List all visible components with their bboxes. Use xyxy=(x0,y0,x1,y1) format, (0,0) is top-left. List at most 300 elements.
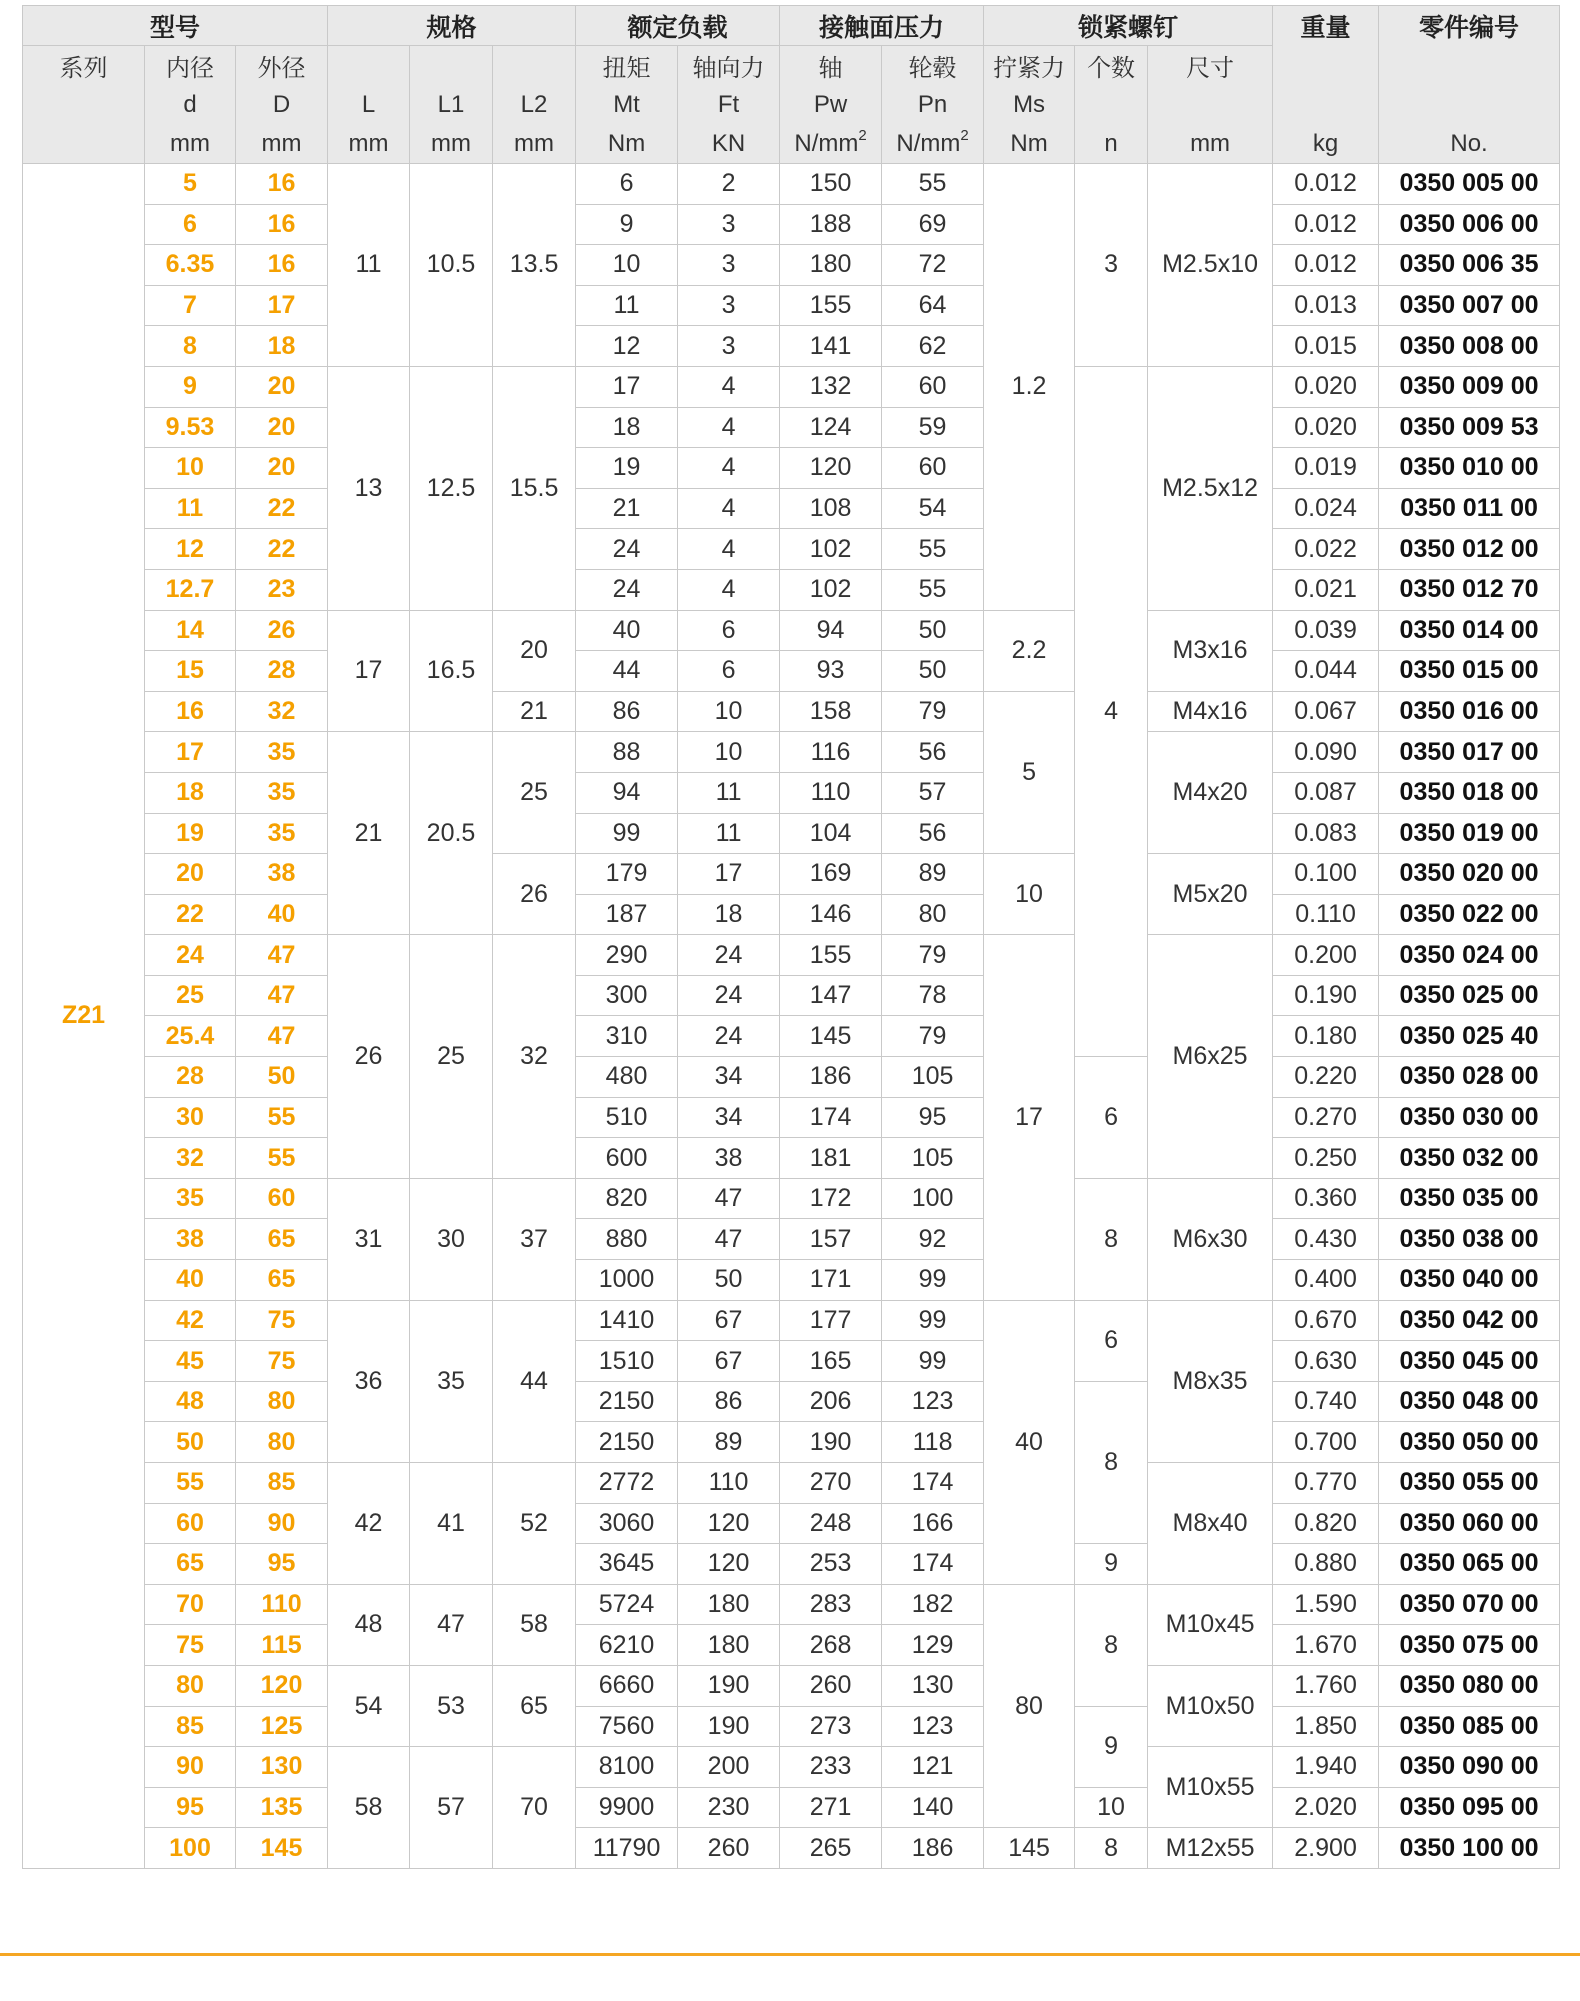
length-L1-cell: 41 xyxy=(410,1463,493,1585)
outer-dia-cell: 28 xyxy=(236,651,328,692)
axial-force-cell: 11 xyxy=(678,813,780,854)
pressure-group-header: 接触面压力 xyxy=(780,6,984,46)
inner-dia-cell: 20 xyxy=(145,854,236,895)
hub-pressure-cell: 57 xyxy=(882,772,984,813)
unit-mm: mm xyxy=(410,124,493,164)
weight-cell: 0.740 xyxy=(1273,1381,1379,1422)
weight-cell: 0.670 xyxy=(1273,1300,1379,1341)
torque-cell: 11 xyxy=(576,285,678,326)
outer-dia-cell: 23 xyxy=(236,569,328,610)
outer-dia-cell: 95 xyxy=(236,1544,328,1585)
length-L1-cell: 53 xyxy=(410,1665,493,1746)
torque-cell: 94 xyxy=(576,772,678,813)
torque-cell: 7560 xyxy=(576,1706,678,1747)
hub-pressure-cell: 54 xyxy=(882,488,984,529)
screw-count-cell: 4 xyxy=(1075,366,1148,1056)
hub-pressure-cell: 129 xyxy=(882,1625,984,1666)
hub-pressure-cell: 55 xyxy=(882,529,984,570)
inner-dia-cell: 25 xyxy=(145,975,236,1016)
shaft-pressure-cell: 102 xyxy=(780,569,882,610)
inner-dia-cell: 7 xyxy=(145,285,236,326)
axial-force-header: 轴向力 xyxy=(678,46,780,86)
shaft-pressure-cell: 180 xyxy=(780,245,882,286)
unit-mm: mm xyxy=(1148,124,1273,164)
weight-cell: 0.700 xyxy=(1273,1422,1379,1463)
part-number-cell: 0350 019 00 xyxy=(1379,813,1560,854)
table-row xyxy=(23,326,1560,367)
table-row xyxy=(23,529,1560,570)
tightening-torque-cell: 40 xyxy=(984,1300,1075,1584)
axial-force-cell: 4 xyxy=(678,366,780,407)
hub-pressure-cell: 92 xyxy=(882,1219,984,1260)
coupling-spec-table xyxy=(22,5,1560,1869)
hub-pressure-cell: 72 xyxy=(882,245,984,286)
outer-dia-cell: 135 xyxy=(236,1787,328,1828)
inner-dia-cell: 5 xyxy=(145,164,236,205)
part-number-cell: 0350 016 00 xyxy=(1379,691,1560,732)
hub-pressure-cell: 55 xyxy=(882,569,984,610)
weight-cell: 0.039 xyxy=(1273,610,1379,651)
unit-pressure-label: N/mm xyxy=(896,129,961,157)
part-number-cell: 0350 030 00 xyxy=(1379,1097,1560,1138)
inner-dia-cell: 50 xyxy=(145,1422,236,1463)
outer-dia-cell: 75 xyxy=(236,1341,328,1382)
hub-pressure-cell: 99 xyxy=(882,1300,984,1341)
length-L-cell: 48 xyxy=(328,1584,410,1665)
torque-cell: 99 xyxy=(576,813,678,854)
inner-dia-cell: 48 xyxy=(145,1381,236,1422)
shaft-pressure-cell: 120 xyxy=(780,448,882,489)
shaft-pressure-cell: 206 xyxy=(780,1381,882,1422)
torque-cell: 12 xyxy=(576,326,678,367)
outer-dia-cell: 110 xyxy=(236,1584,328,1625)
screw-size-cell: M6x30 xyxy=(1148,1178,1273,1300)
table-row xyxy=(23,1178,1560,1219)
count-header: 个数 xyxy=(1075,46,1148,86)
axial-force-cell: 67 xyxy=(678,1300,780,1341)
unit-pressure-label: N/mm xyxy=(794,129,859,157)
tightening-torque-cell: 2.2 xyxy=(984,610,1075,691)
table-row xyxy=(23,1463,1560,1504)
weight-cell: 1.590 xyxy=(1273,1584,1379,1625)
inner-dia-cell: 17 xyxy=(145,732,236,773)
weight-cell: 0.250 xyxy=(1273,1138,1379,1179)
inner-dia-cell: 14 xyxy=(145,610,236,651)
torque-cell: 1410 xyxy=(576,1300,678,1341)
axial-force-cell: 34 xyxy=(678,1057,780,1098)
Ft-symbol: Ft xyxy=(678,85,780,124)
weight-cell: 0.110 xyxy=(1273,894,1379,935)
shaft-pressure-cell: 169 xyxy=(780,854,882,895)
torque-cell: 8100 xyxy=(576,1747,678,1788)
unit-kn: KN xyxy=(678,124,780,164)
screw-size-cell: M2.5x10 xyxy=(1148,164,1273,367)
weight-cell: 0.190 xyxy=(1273,975,1379,1016)
unit-pressure xyxy=(882,124,984,164)
torque-cell: 88 xyxy=(576,732,678,773)
tightening-torque-cell: 10 xyxy=(984,854,1075,935)
screw-size-cell: M2.5x12 xyxy=(1148,366,1273,610)
outer-dia-cell: 47 xyxy=(236,1016,328,1057)
inner-dia-cell: 100 xyxy=(145,1828,236,1869)
length-L2-cell: 37 xyxy=(493,1178,576,1300)
length-L-cell: 54 xyxy=(328,1665,410,1746)
inner-dia-cell: 42 xyxy=(145,1300,236,1341)
shaft-pressure-cell: 146 xyxy=(780,894,882,935)
inner-dia-cell: 19 xyxy=(145,813,236,854)
inner-dia-cell: 24 xyxy=(145,935,236,976)
length-L2-cell: 15.5 xyxy=(493,366,576,610)
outer-dia-cell: 85 xyxy=(236,1463,328,1504)
table-row xyxy=(23,1138,1560,1179)
table-row xyxy=(23,813,1560,854)
torque-cell: 2772 xyxy=(576,1463,678,1504)
part-number-cell: 0350 006 35 xyxy=(1379,245,1560,286)
shaft-pressure-cell: 141 xyxy=(780,326,882,367)
weight-cell: 0.020 xyxy=(1273,407,1379,448)
inner-dia-header: 内径 xyxy=(145,46,236,86)
screw-count-cell: 6 xyxy=(1075,1300,1148,1381)
torque-cell: 510 xyxy=(576,1097,678,1138)
screw-group-header: 锁紧螺钉 xyxy=(984,6,1273,46)
axial-force-cell: 67 xyxy=(678,1341,780,1382)
model-group-header: 型号 xyxy=(23,6,328,46)
inner-dia-cell: 6.35 xyxy=(145,245,236,286)
weight-cell: 0.012 xyxy=(1273,245,1379,286)
torque-cell: 86 xyxy=(576,691,678,732)
length-L2-cell: 21 xyxy=(493,691,576,732)
D-symbol: D xyxy=(236,85,328,124)
outer-dia-cell: 55 xyxy=(236,1097,328,1138)
part-number-cell: 0350 007 00 xyxy=(1379,285,1560,326)
hub-pressure-cell: 69 xyxy=(882,204,984,245)
outer-dia-cell: 26 xyxy=(236,610,328,651)
part-number-cell: 0350 015 00 xyxy=(1379,651,1560,692)
hub-pressure-cell: 59 xyxy=(882,407,984,448)
length-L-cell: 17 xyxy=(328,610,410,732)
inner-dia-cell: 16 xyxy=(145,691,236,732)
screw-count-cell: 6 xyxy=(1075,1057,1148,1179)
table-row xyxy=(23,1544,1560,1585)
length-L1-cell: 12.5 xyxy=(410,366,493,610)
outer-dia-cell: 18 xyxy=(236,326,328,367)
table-row xyxy=(23,894,1560,935)
outer-dia-cell: 47 xyxy=(236,935,328,976)
axial-force-cell: 3 xyxy=(678,204,780,245)
weight-cell: 0.022 xyxy=(1273,529,1379,570)
part-number-cell: 0350 014 00 xyxy=(1379,610,1560,651)
weight-cell: 0.019 xyxy=(1273,448,1379,489)
torque-cell: 300 xyxy=(576,975,678,1016)
part-number-cell: 0350 017 00 xyxy=(1379,732,1560,773)
axial-force-cell: 190 xyxy=(678,1706,780,1747)
torque-cell: 10 xyxy=(576,245,678,286)
L1-symbol: L1 xyxy=(410,85,493,124)
shaft-pressure-cell: 104 xyxy=(780,813,882,854)
axial-force-cell: 4 xyxy=(678,569,780,610)
weight-cell: 0.013 xyxy=(1273,285,1379,326)
shaft-pressure-cell: 248 xyxy=(780,1503,882,1544)
part-number-cell: 0350 032 00 xyxy=(1379,1138,1560,1179)
inner-dia-cell: 60 xyxy=(145,1503,236,1544)
Pn-symbol: Pn xyxy=(882,85,984,124)
unit-mm: mm xyxy=(236,124,328,164)
inner-dia-cell: 30 xyxy=(145,1097,236,1138)
part-group-header: 零件编号 xyxy=(1379,6,1560,46)
part-number-cell: 0350 042 00 xyxy=(1379,1300,1560,1341)
hub-pressure-cell: 60 xyxy=(882,366,984,407)
length-L-cell: 58 xyxy=(328,1747,410,1869)
axial-force-cell: 4 xyxy=(678,448,780,489)
part-number-cell: 0350 100 00 xyxy=(1379,1828,1560,1869)
axial-force-cell: 86 xyxy=(678,1381,780,1422)
hub-pressure-cell: 79 xyxy=(882,691,984,732)
outer-dia-cell: 60 xyxy=(236,1178,328,1219)
table-row xyxy=(23,1706,1560,1747)
hub-pressure-cell: 121 xyxy=(882,1747,984,1788)
table-row xyxy=(23,935,1560,976)
length-L1-cell: 35 xyxy=(410,1300,493,1462)
part-number-cell: 0350 038 00 xyxy=(1379,1219,1560,1260)
hub-pressure-cell: 182 xyxy=(882,1584,984,1625)
part-number-cell: 0350 048 00 xyxy=(1379,1381,1560,1422)
part-number-cell: 0350 060 00 xyxy=(1379,1503,1560,1544)
table-row xyxy=(23,1381,1560,1422)
outer-dia-cell: 40 xyxy=(236,894,328,935)
weight-cell: 0.630 xyxy=(1273,1341,1379,1382)
outer-dia-cell: 55 xyxy=(236,1138,328,1179)
unit-mm: mm xyxy=(328,124,410,164)
screw-size-cell: M4x20 xyxy=(1148,732,1273,854)
axial-force-cell: 3 xyxy=(678,285,780,326)
length-L2-cell: 58 xyxy=(493,1584,576,1665)
screw-count-cell: 8 xyxy=(1075,1828,1148,1869)
part-number-cell: 0350 055 00 xyxy=(1379,1463,1560,1504)
length-L2-cell: 26 xyxy=(493,854,576,935)
length-L-cell: 31 xyxy=(328,1178,410,1300)
axial-force-cell: 10 xyxy=(678,732,780,773)
part-number-cell: 0350 025 40 xyxy=(1379,1016,1560,1057)
inner-dia-cell: 6 xyxy=(145,204,236,245)
unit-nm: Nm xyxy=(576,124,678,164)
length-L1-cell: 30 xyxy=(410,1178,493,1300)
length-L-cell: 13 xyxy=(328,366,410,610)
table-row xyxy=(23,1422,1560,1463)
table-row xyxy=(23,1219,1560,1260)
axial-force-cell: 38 xyxy=(678,1138,780,1179)
hub-pressure-cell: 79 xyxy=(882,935,984,976)
inner-dia-cell: 12.7 xyxy=(145,569,236,610)
axial-force-cell: 4 xyxy=(678,529,780,570)
axial-force-cell: 18 xyxy=(678,894,780,935)
hub-pressure-cell: 123 xyxy=(882,1706,984,1747)
torque-cell: 5724 xyxy=(576,1584,678,1625)
shaft-pressure-cell: 157 xyxy=(780,1219,882,1260)
inner-dia-cell: 28 xyxy=(145,1057,236,1098)
hub-pressure-cell: 55 xyxy=(882,164,984,205)
shaft-pressure-cell: 270 xyxy=(780,1463,882,1504)
inner-dia-cell: 9.53 xyxy=(145,407,236,448)
length-L2-cell: 13.5 xyxy=(493,164,576,367)
table-row xyxy=(23,366,1560,407)
hub-pressure-cell: 50 xyxy=(882,651,984,692)
torque-cell: 187 xyxy=(576,894,678,935)
shaft-pressure-cell: 102 xyxy=(780,529,882,570)
torque-cell: 480 xyxy=(576,1057,678,1098)
hub-pressure-cell: 130 xyxy=(882,1665,984,1706)
length-L-cell: 42 xyxy=(328,1463,410,1585)
outer-dia-cell: 65 xyxy=(236,1260,328,1301)
screw-size-cell: M8x35 xyxy=(1148,1300,1273,1462)
L2-symbol: L2 xyxy=(493,85,576,124)
inner-dia-cell: 55 xyxy=(145,1463,236,1504)
hub-pressure-cell: 62 xyxy=(882,326,984,367)
inner-dia-cell: 32 xyxy=(145,1138,236,1179)
shaft-pressure-cell: 145 xyxy=(780,1016,882,1057)
torque-cell: 2150 xyxy=(576,1422,678,1463)
unit-pressure xyxy=(780,124,882,164)
outer-dia-cell: 17 xyxy=(236,285,328,326)
outer-dia-cell: 22 xyxy=(236,529,328,570)
axial-force-cell: 110 xyxy=(678,1463,780,1504)
outer-dia-cell: 115 xyxy=(236,1625,328,1666)
outer-dia-cell: 75 xyxy=(236,1300,328,1341)
series-header: 系列 xyxy=(23,46,145,86)
inner-dia-cell: 11 xyxy=(145,488,236,529)
axial-force-cell: 180 xyxy=(678,1625,780,1666)
axial-force-cell: 3 xyxy=(678,326,780,367)
unit-exponent: 2 xyxy=(960,126,969,144)
inner-dia-cell: 40 xyxy=(145,1260,236,1301)
weight-cell: 0.200 xyxy=(1273,935,1379,976)
table-row xyxy=(23,691,1560,732)
length-L1-cell: 20.5 xyxy=(410,732,493,935)
table-row xyxy=(23,854,1560,895)
part-number-cell: 0350 012 70 xyxy=(1379,569,1560,610)
length-L-cell: 11 xyxy=(328,164,410,367)
shaft-pressure-cell: 174 xyxy=(780,1097,882,1138)
hub-pressure-cell: 186 xyxy=(882,1828,984,1869)
shaft-pressure-cell: 165 xyxy=(780,1341,882,1382)
part-number-cell: 0350 024 00 xyxy=(1379,935,1560,976)
shaft-pressure-cell: 150 xyxy=(780,164,882,205)
table-row xyxy=(23,285,1560,326)
weight-cell: 0.015 xyxy=(1273,326,1379,367)
table-row xyxy=(23,1016,1560,1057)
d-symbol: d xyxy=(145,85,236,124)
axial-force-cell: 3 xyxy=(678,245,780,286)
outer-dia-cell: 22 xyxy=(236,488,328,529)
part-number-cell: 0350 050 00 xyxy=(1379,1422,1560,1463)
part-number-cell: 0350 018 00 xyxy=(1379,772,1560,813)
table-row xyxy=(23,1584,1560,1625)
part-number-cell: 0350 090 00 xyxy=(1379,1747,1560,1788)
hub-pressure-cell: 174 xyxy=(882,1544,984,1585)
outer-dia-cell: 32 xyxy=(236,691,328,732)
torque-cell: 880 xyxy=(576,1219,678,1260)
torque-cell: 6 xyxy=(576,164,678,205)
torque-cell: 9 xyxy=(576,204,678,245)
weight-cell: 0.083 xyxy=(1273,813,1379,854)
hub-pressure-cell: 89 xyxy=(882,854,984,895)
length-L2-cell: 25 xyxy=(493,732,576,854)
outer-dia-cell: 80 xyxy=(236,1422,328,1463)
table-row xyxy=(23,772,1560,813)
screw-count-cell: 9 xyxy=(1075,1706,1148,1787)
table-row xyxy=(23,1300,1560,1341)
screw-size-cell: M6x25 xyxy=(1148,935,1273,1179)
part-number-cell: 0350 095 00 xyxy=(1379,1787,1560,1828)
torque-cell: 1510 xyxy=(576,1341,678,1382)
unit-mm: mm xyxy=(145,124,236,164)
shaft-pressure-cell: 253 xyxy=(780,1544,882,1585)
inner-dia-cell: 9 xyxy=(145,366,236,407)
inner-dia-cell: 80 xyxy=(145,1665,236,1706)
shaft-pressure-cell: 116 xyxy=(780,732,882,773)
outer-dia-cell: 145 xyxy=(236,1828,328,1869)
table-row xyxy=(23,610,1560,651)
tightening-torque-cell: 145 xyxy=(984,1828,1075,1869)
torque-cell: 310 xyxy=(576,1016,678,1057)
hub-pressure-cell: 105 xyxy=(882,1057,984,1098)
inner-dia-cell: 38 xyxy=(145,1219,236,1260)
inner-dia-cell: 18 xyxy=(145,772,236,813)
weight-cell: 0.024 xyxy=(1273,488,1379,529)
axial-force-cell: 89 xyxy=(678,1422,780,1463)
torque-cell: 19 xyxy=(576,448,678,489)
screw-size-cell: M8x40 xyxy=(1148,1463,1273,1585)
shaft-pressure-cell: 186 xyxy=(780,1057,882,1098)
axial-force-cell: 190 xyxy=(678,1665,780,1706)
axial-force-cell: 10 xyxy=(678,691,780,732)
axial-force-cell: 11 xyxy=(678,772,780,813)
length-L1-cell: 16.5 xyxy=(410,610,493,732)
hub-header: 轮毂 xyxy=(882,46,984,86)
part-number-cell: 0350 070 00 xyxy=(1379,1584,1560,1625)
shaft-pressure-cell: 181 xyxy=(780,1138,882,1179)
shaft-pressure-cell: 171 xyxy=(780,1260,882,1301)
length-L2-cell: 20 xyxy=(493,610,576,691)
inner-dia-cell: 8 xyxy=(145,326,236,367)
weight-cell: 1.850 xyxy=(1273,1706,1379,1747)
axial-force-cell: 47 xyxy=(678,1178,780,1219)
table-row xyxy=(23,1097,1560,1138)
L-symbol: L xyxy=(328,85,410,124)
part-number-cell: 0350 080 00 xyxy=(1379,1665,1560,1706)
axial-force-cell: 24 xyxy=(678,1016,780,1057)
part-number-cell: 0350 028 00 xyxy=(1379,1057,1560,1098)
weight-cell: 0.880 xyxy=(1273,1544,1379,1585)
inner-dia-cell: 10 xyxy=(145,448,236,489)
length-L1-cell: 25 xyxy=(410,935,493,1179)
screw-size-cell: M12x55 xyxy=(1148,1828,1273,1869)
weight-cell: 0.770 xyxy=(1273,1463,1379,1504)
outer-dia-cell: 90 xyxy=(236,1503,328,1544)
weight-cell: 0.020 xyxy=(1273,366,1379,407)
shaft-pressure-cell: 283 xyxy=(780,1584,882,1625)
inner-dia-cell: 12 xyxy=(145,529,236,570)
outer-dia-cell: 35 xyxy=(236,813,328,854)
table-row xyxy=(23,1057,1560,1098)
length-L2-cell: 32 xyxy=(493,935,576,1179)
footer-divider xyxy=(0,1953,1580,1956)
weight-cell: 0.021 xyxy=(1273,569,1379,610)
tightening-header: 拧紧力 xyxy=(984,46,1075,86)
shaft-pressure-cell: 108 xyxy=(780,488,882,529)
weight-cell: 0.270 xyxy=(1273,1097,1379,1138)
hub-pressure-cell: 118 xyxy=(882,1422,984,1463)
length-L1-cell: 57 xyxy=(410,1747,493,1869)
